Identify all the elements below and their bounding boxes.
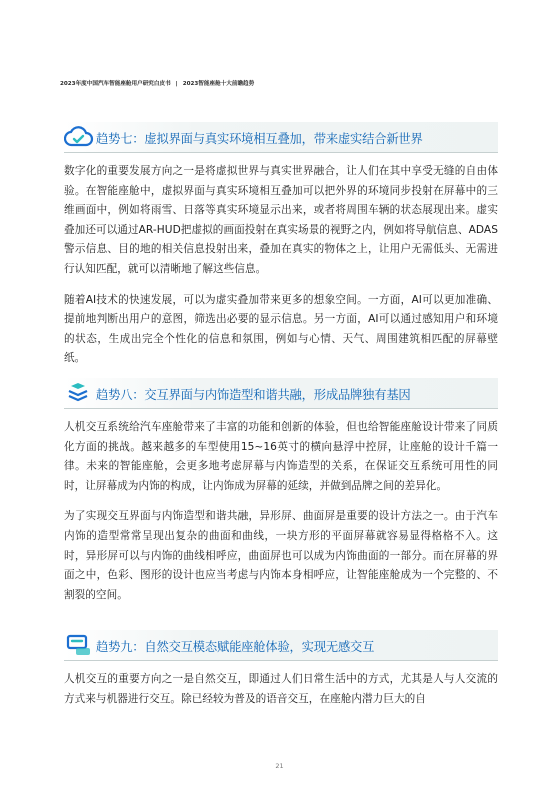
section-title: 趋势九：自然交互模态赋能座舱体验，实现无感交互 (96, 640, 375, 654)
body-paragraph: 人机交互系统给汽车座舱带来了丰富的功能和创新的体验，但也给智能座舱设计带来了同质化方面的挑战。越来越多的车型使用15~16英寸的横向悬浮中控屏，让座舱的设计千篇一律。未来的智能座舱，会更多地考虑屏幕与内饰造型的关系，在保证交互系统可用性的同时，让屏幕成为内饰的构成，让内饰成为屏幕的延续，并做到品牌之间的差异化。 (64, 421, 498, 492)
section-heading (64, 630, 498, 661)
body-paragraph: 随着AI技术的快速发展，可以为虚实叠加带来更多的想象空间。一方面，AI可以更加准确、提前地判断出用户的意图，筛选出必要的显示信息。另一方面，AI可以通过感知用户和环境的状态，生成出完全个性化的信息和氛围，例如与心情、天气、周围建筑相匹配的屏幕壁纸。 (64, 293, 498, 365)
section-trend-8 (64, 378, 498, 605)
running-header (60, 79, 254, 87)
screen-icon (64, 632, 94, 658)
cloud-check-icon (64, 124, 94, 150)
page-number: 21 (275, 762, 284, 770)
section-title: 趋势八：交互界面与内饰造型和谐共融，形成品牌独有基因 (96, 388, 411, 402)
section-title: 趋势七：虚拟界面与真实环境相互叠加，带来虚实结合新世界 (96, 132, 423, 146)
section-heading (64, 122, 498, 153)
section-heading (64, 378, 498, 409)
body-paragraph: 为了实现交互界面与内饰造型和谐共融，异形屏、曲面屏是重要的设计方法之一。由于汽车内饰的造型常常呈现出复杂的曲面和曲线，一块方形的平面屏幕就容易显得格格不入。这时，异形屏可以与内饰的曲线相呼应，曲面屏也可以成为内饰曲面的一部分。而在屏幕的界面之中，色彩、图形的设计也应当考虑与内饰本身相呼应，让智能座舱成为一个完整的、不割裂的空间。 (64, 510, 498, 601)
section-trend-7 (64, 122, 498, 369)
section-trend-9 (64, 630, 498, 709)
header-separator: | (175, 81, 178, 87)
body-paragraph: 数字化的重要发展方向之一是将虚拟世界与真实世界融合，让人们在其中享受无缝的自由体验。在智能座舱中，虚拟界面与真实环境相互叠加可以把外界的环境同步投射在屏幕中的三维画面中，例如将雨雪、日落等真实环境显示出来，或者将周围车辆的状态展现出来。虚实叠加还可以通过AR-HUD把虚拟的画面投射在真实场景的视野之内，例如将导航信息、ADAS警示信息、目的地的相关信息投射出来，叠加在真实的物体之上，让用户无需低头、无需进行认知匹配，就可以清晰地了解这些信息。 (64, 165, 498, 275)
body-paragraph: 人机交互的重要方向之一是自然交互，即通过人们日常生活中的方式，尤其是人与人交流的方式来与机器进行交互。除已经较为普及的语音交互，在座舱内潜力巨大的自 (64, 673, 498, 705)
header-chapter-title: 2023智能座舱十大前瞻趋势 (182, 81, 255, 87)
header-report-title: 2023年度中国汽车智能座舱用户研究白皮书 (60, 81, 171, 87)
layers-icon (64, 380, 94, 406)
